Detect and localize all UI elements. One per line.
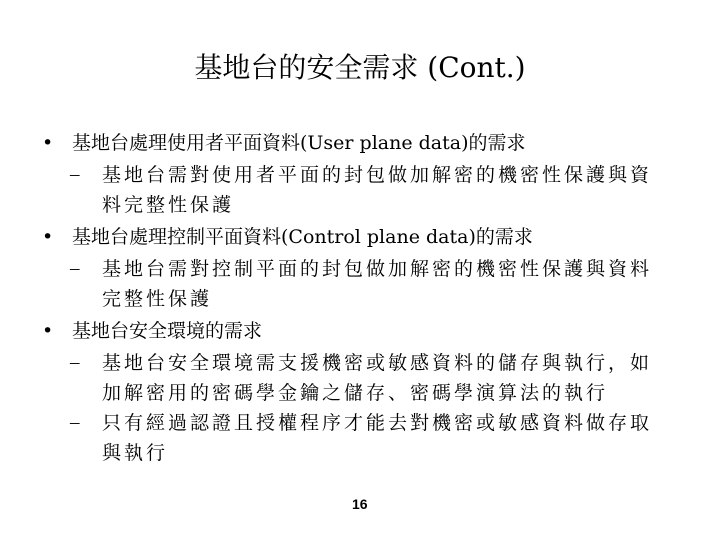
sub-bullet-item	[0, 348, 662, 408]
dash-icon: –	[70, 352, 80, 373]
bullet-icon: •	[42, 320, 54, 342]
page-number: 16	[352, 496, 368, 512]
sub-bullet-item	[0, 408, 662, 468]
dash-icon: –	[70, 412, 80, 433]
bullet-text: 基地台安全環境的需求	[72, 320, 263, 342]
dash-icon: –	[70, 258, 80, 279]
slide-content	[0, 126, 720, 468]
sub-bullet-text: 基地台安全環境需支援機密或敏感資料的儲存與執行，如加解密用的密碼學金鑰之儲存、密碼學演算法的執行	[102, 352, 653, 404]
bullet-icon: •	[42, 132, 54, 154]
sub-bullet-item	[0, 160, 662, 220]
sub-bullet-text: 基地台需對使用者平面的封包做加解密的機密性保護與資料完整性保護	[102, 164, 653, 216]
dash-icon: –	[70, 164, 80, 185]
bullet-item	[0, 314, 672, 348]
bullet-text: 基地台處理使用者平面資料(User plane data)的需求	[72, 132, 526, 154]
sub-bullet-item	[0, 254, 662, 314]
bullet-item	[0, 126, 672, 160]
sub-bullet-text: 只有經過認證且授權程序才能去對機密或敏感資料做存取與執行	[102, 412, 653, 464]
bullet-icon: •	[42, 226, 54, 248]
slide-title: 基地台的安全需求 (Cont.)	[194, 51, 526, 84]
sub-bullet-text: 基地台需對控制平面的封包做加解密的機密性保護與資料完整性保護	[102, 258, 653, 310]
bullet-item	[0, 220, 672, 254]
bullet-text: 基地台處理控制平面資料(Control plane data)的需求	[72, 226, 533, 248]
